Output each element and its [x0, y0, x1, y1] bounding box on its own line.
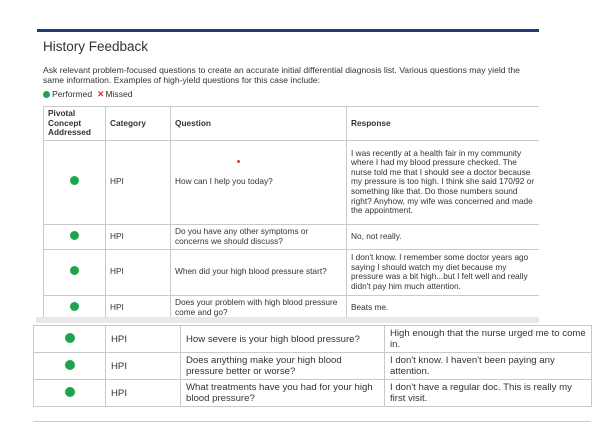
row-question: When did your high blood pressure start? — [171, 249, 347, 295]
row-category: HPI — [106, 140, 171, 224]
row-question: Does your problem with high blood pressure come and go? — [171, 295, 347, 319]
performed-icon — [65, 387, 75, 397]
header-response: Response — [347, 107, 540, 141]
accent-line — [37, 29, 539, 32]
row-category: HPI — [106, 295, 171, 319]
row-question: What treatments have you had for your high blood pressure? — [181, 380, 385, 407]
row-response: I was recently at a health fair in my community where I had my blood pressure checked. The nurse told me that I should see a doctor because my pressure is too high. I think she said 170/92 or something like that. Do those numbers sound right? Anyhow, my wife was concerned and made the appointment. — [347, 140, 540, 224]
row-response: High enough that the nurse urged me to come in. — [385, 326, 592, 353]
performed-icon — [70, 231, 79, 240]
history-table — [43, 106, 539, 319]
row-response: I don't have a regular doc. This is really my first visit. — [385, 380, 592, 407]
row-question: How can I help you today? — [171, 140, 347, 224]
table-row — [34, 380, 592, 407]
header-pivotal: Pivotal Concept Addressed — [44, 107, 106, 141]
legend-performed-label: Performed — [52, 89, 93, 99]
row-response: I don't know. I haven't been paying any attention. — [385, 353, 592, 380]
row-category: HPI — [106, 326, 181, 353]
performed-icon — [65, 360, 75, 370]
table-row — [34, 353, 592, 380]
marker-dot — [237, 160, 240, 163]
row-question: Does anything make your high blood pressure better or worse? — [181, 353, 385, 380]
row-question: Do you have any other symptoms or concerns we should discuss? — [171, 224, 347, 249]
row-response: I don't know. I remember some doctor years ago saying I should watch my diet because my pressure was a bit high...but I felt well and really didn't pay him much attention. — [347, 249, 540, 295]
performed-icon — [65, 333, 75, 343]
performed-icon — [43, 91, 50, 98]
history-feedback-panel — [30, 29, 539, 319]
history-table-continued — [33, 325, 592, 407]
panel-shadow — [36, 317, 539, 323]
divider — [33, 421, 591, 422]
table-row — [34, 326, 592, 353]
table-row — [44, 295, 540, 319]
performed-icon — [70, 302, 79, 311]
row-response: No, not really. — [347, 224, 540, 249]
missed-icon: ✕ — [97, 89, 105, 99]
row-response: Beats me. — [347, 295, 540, 319]
performed-icon — [70, 176, 79, 185]
header-category: Category — [106, 107, 171, 141]
table-row — [44, 140, 540, 224]
legend — [43, 89, 133, 100]
intro-text: Ask relevant problem-focused questions to create an accurate initial differential diagnosis list. Various questions may yield the same information. Examples of high-yield questions for this case include: — [43, 65, 520, 85]
row-question: How severe is your high blood pressure? — [181, 326, 385, 353]
page-title: History Feedback — [43, 39, 149, 54]
table-row — [44, 224, 540, 249]
row-category: HPI — [106, 249, 171, 295]
row-category: HPI — [106, 353, 181, 380]
legend-missed-label: Missed — [105, 89, 133, 99]
header-question: Question — [171, 107, 347, 141]
performed-icon — [70, 266, 79, 275]
row-category: HPI — [106, 380, 181, 407]
row-category: HPI — [106, 224, 171, 249]
table-row — [44, 249, 540, 295]
